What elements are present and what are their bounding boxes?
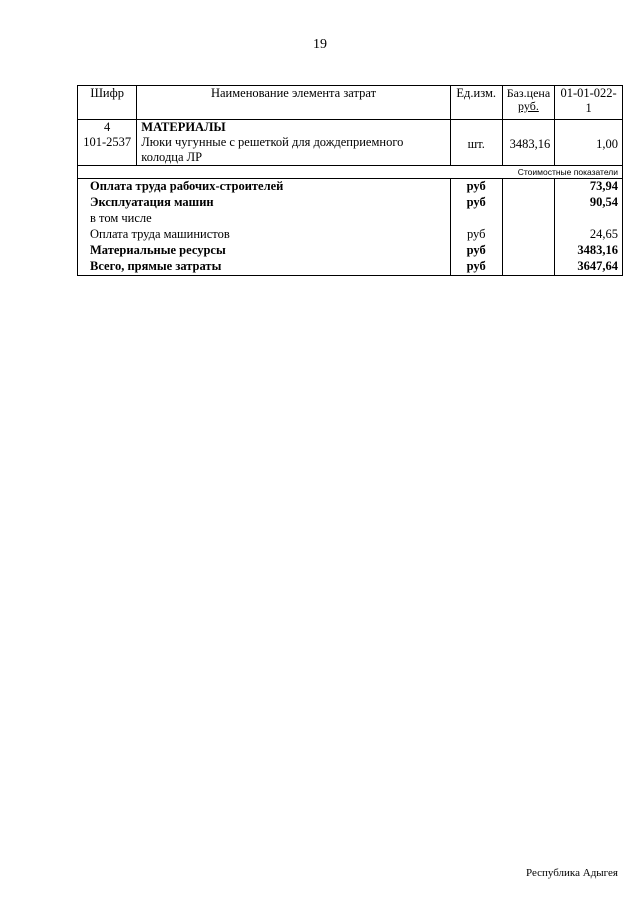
header-unit: Ед.изм. xyxy=(450,86,502,120)
stats-label: Стоимостные показатели xyxy=(78,166,623,179)
summary-empty xyxy=(502,227,555,243)
header-norm-code: 01-01-022-1 xyxy=(555,86,623,120)
header-price-line2: руб. xyxy=(518,99,539,113)
material-name-line2: колодца ЛР xyxy=(141,150,203,164)
cost-table xyxy=(77,85,623,276)
material-num: 4 xyxy=(104,120,111,134)
header-price xyxy=(502,86,555,120)
material-title: МАТЕРИАЛЫ xyxy=(141,120,226,134)
summary-unit xyxy=(450,211,502,227)
summary-value: 3483,16 xyxy=(555,243,623,259)
summary-name: в том числе xyxy=(78,211,451,227)
summary-row xyxy=(78,179,623,196)
summary-empty xyxy=(502,211,555,227)
table-header-row xyxy=(78,86,623,120)
page-number: 19 xyxy=(313,37,327,52)
summary-unit: руб xyxy=(450,227,502,243)
summary-row xyxy=(78,243,623,259)
summary-value xyxy=(555,211,623,227)
summary-value: 90,54 xyxy=(555,195,623,211)
summary-empty xyxy=(502,179,555,196)
material-name-cell xyxy=(137,120,450,166)
summary-row xyxy=(78,259,623,276)
material-qty: 1,00 xyxy=(555,120,623,166)
material-name-line1: Люки чугунные с решеткой для дождеприемного xyxy=(141,135,404,149)
header-code: Шифр xyxy=(78,86,137,120)
summary-row xyxy=(78,227,623,243)
material-code: 101-2537 xyxy=(83,135,132,149)
footer-region: Республика Адыгея xyxy=(525,867,618,879)
summary-empty xyxy=(502,243,555,259)
summary-row xyxy=(78,211,623,227)
material-unit: шт. xyxy=(450,120,502,166)
summary-value: 73,94 xyxy=(555,179,623,196)
stats-row xyxy=(78,166,623,179)
summary-empty xyxy=(502,259,555,276)
summary-empty xyxy=(502,195,555,211)
summary-unit: руб xyxy=(450,179,502,196)
summary-value: 24,65 xyxy=(555,227,623,243)
header-name: Наименование элемента затрат xyxy=(137,86,450,120)
summary-name: Оплата труда машинистов xyxy=(78,227,451,243)
summary-name: Эксплуатация машин xyxy=(78,195,451,211)
summary-name: Оплата труда рабочих-строителей xyxy=(78,179,451,196)
material-price: 3483,16 xyxy=(502,120,555,166)
summary-row xyxy=(78,195,623,211)
summary-unit: руб xyxy=(450,243,502,259)
summary-name: Материальные ресурсы xyxy=(78,243,451,259)
summary-name: Всего, прямые затраты xyxy=(78,259,451,276)
summary-unit: руб xyxy=(450,195,502,211)
header-price-line1: Баз.цена xyxy=(506,86,551,100)
summary-unit: руб xyxy=(450,259,502,276)
material-row xyxy=(78,120,623,166)
material-code-cell xyxy=(78,120,137,166)
summary-value: 3647,64 xyxy=(555,259,623,276)
